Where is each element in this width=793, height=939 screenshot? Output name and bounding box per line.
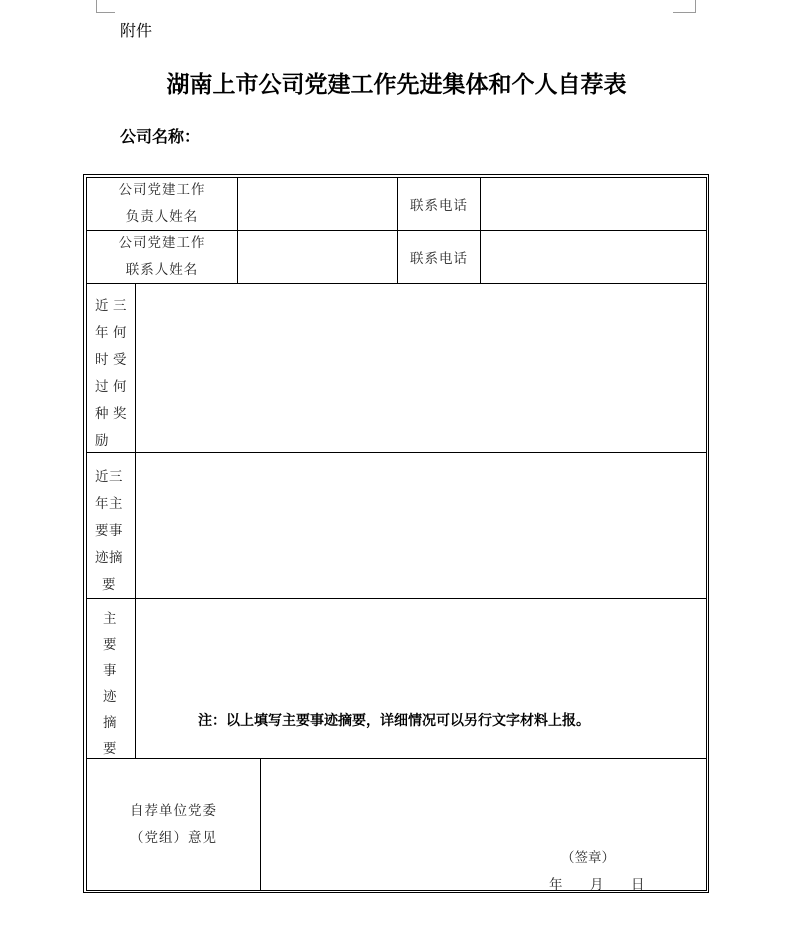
opinion-label-cell bbox=[86, 758, 261, 891]
contact-label-line1: 公司党建工作 bbox=[118, 235, 206, 251]
crop-mark-top-left bbox=[96, 0, 115, 13]
awards-label-cell: 近 三 年 何 时 受 过 何 种 奖 励 bbox=[86, 283, 136, 453]
date-year-label: 年 bbox=[549, 877, 563, 893]
opinion-label-line1: 自荐单位党委 bbox=[130, 802, 217, 819]
note-text: 注：以上填写主要事迹摘要，详细情况可以另行文字材料上报。 bbox=[198, 713, 590, 729]
contact-name-label-cell bbox=[86, 230, 238, 284]
leader-label-line2: 负责人姓名 bbox=[125, 209, 199, 225]
summary-content-field[interactable] bbox=[135, 452, 707, 599]
leader-phone-label: 联系电话 bbox=[397, 177, 481, 231]
contact-phone-field[interactable] bbox=[480, 230, 707, 284]
contact-label-line2: 联系人姓名 bbox=[125, 262, 199, 278]
seal-label: （签章） bbox=[561, 850, 615, 866]
opinion-label-line2: （党组）意见 bbox=[130, 829, 217, 846]
leader-name-label-cell bbox=[86, 177, 238, 231]
main-summary-content-field[interactable] bbox=[135, 598, 707, 759]
opinion-content-field[interactable] bbox=[260, 758, 707, 891]
leader-label-line1: 公司党建工作 bbox=[118, 182, 206, 198]
summary-label-cell: 近 三 年 主 要 事 迹 摘 要 bbox=[86, 452, 136, 599]
attachment-label: 附件 bbox=[120, 21, 153, 40]
awards-content-field[interactable] bbox=[135, 283, 707, 453]
crop-mark-top-right bbox=[673, 0, 696, 13]
main-summary-label-cell: 主 要 事 迹 摘 要 bbox=[86, 598, 136, 759]
company-name-label: 公司名称： bbox=[120, 127, 201, 146]
contact-phone-label: 联系电话 bbox=[397, 230, 481, 284]
contact-name-field[interactable] bbox=[237, 230, 398, 284]
leader-phone-field[interactable] bbox=[480, 177, 707, 231]
leader-name-field[interactable] bbox=[237, 177, 398, 231]
date-day-label: 日 bbox=[631, 877, 645, 893]
form-title: 湖南上市公司党建工作先进集体和个人自荐表 bbox=[166, 71, 627, 98]
date-month-label: 月 bbox=[590, 877, 604, 893]
